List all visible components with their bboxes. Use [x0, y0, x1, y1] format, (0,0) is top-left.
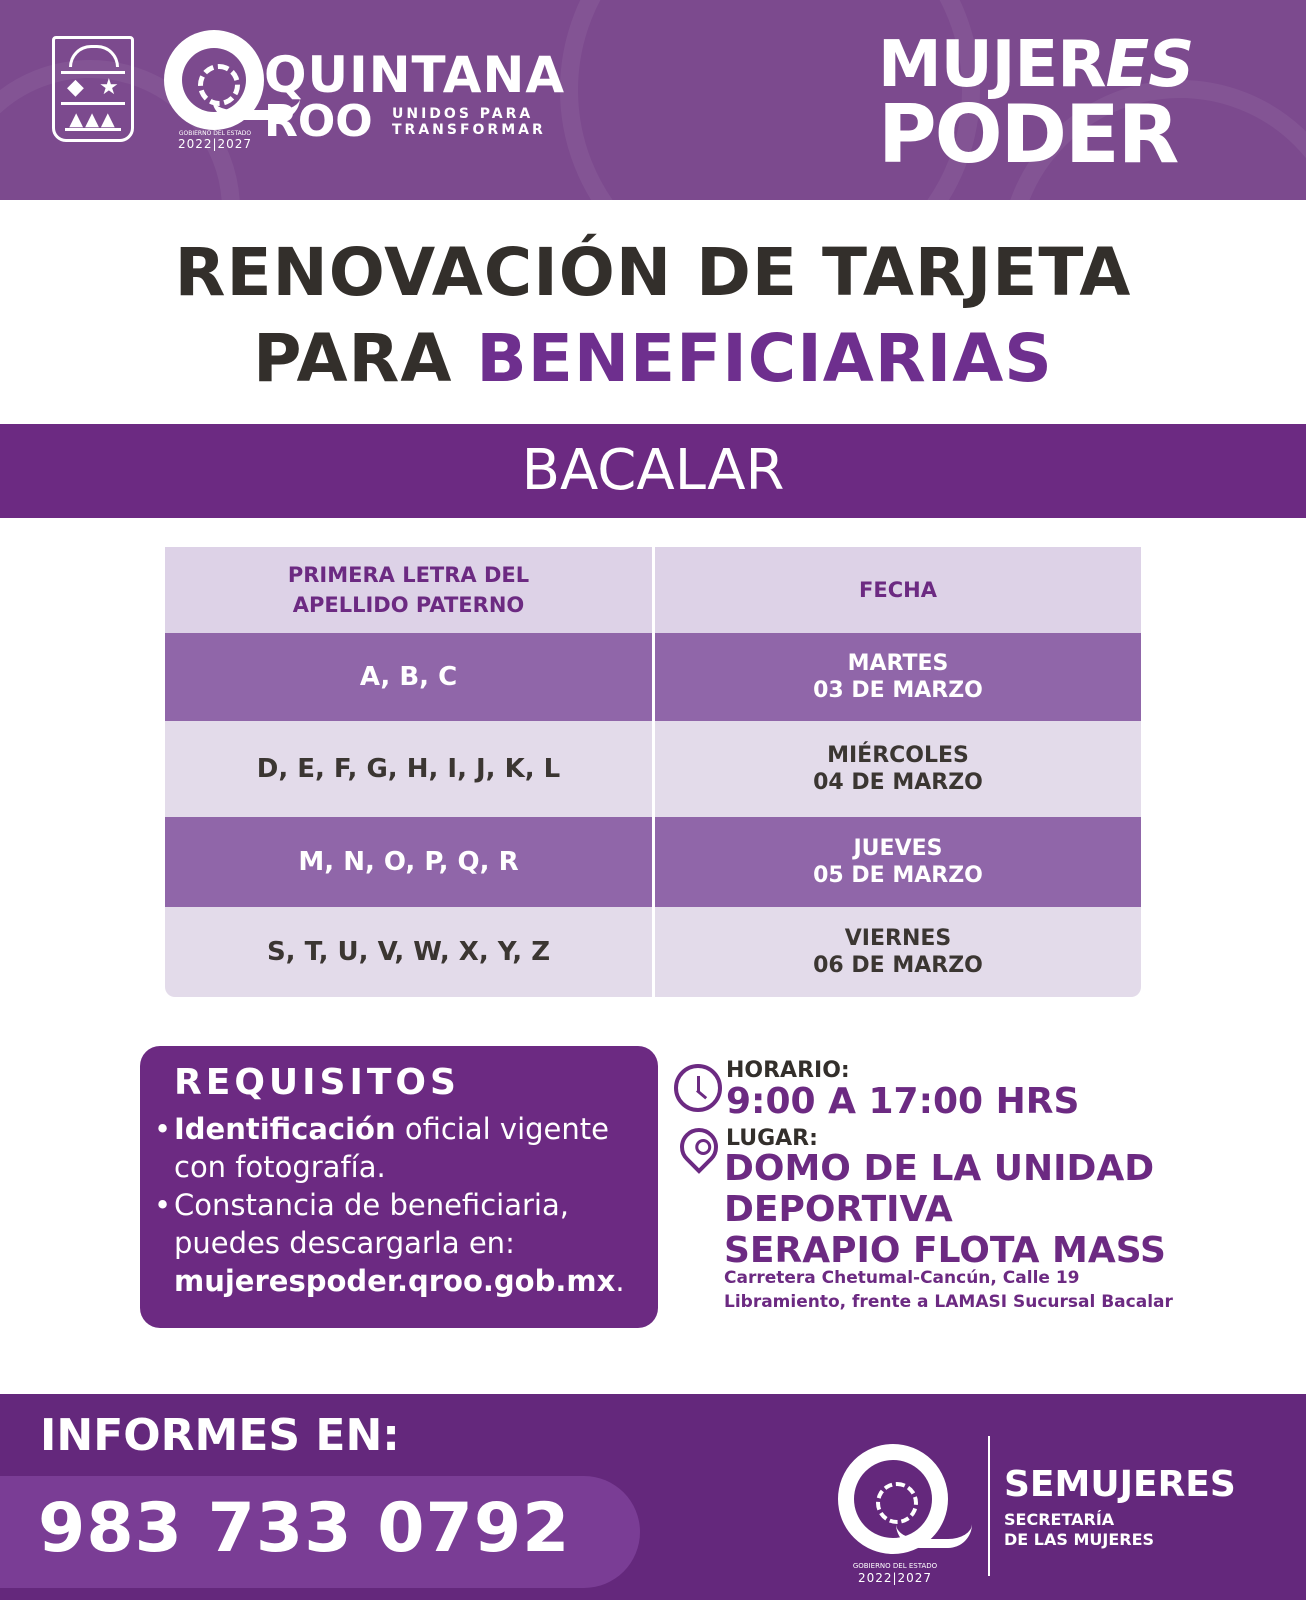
column-divider — [652, 547, 655, 997]
requirements-title: REQUISITOS — [174, 1062, 460, 1103]
list-item: • Identificación oficial vigente con fotografía. — [154, 1110, 650, 1186]
footer-gov: GOBIERNO DEL ESTADO — [852, 1562, 938, 1570]
location-pin-icon — [672, 1120, 726, 1174]
footer-years: 2022|2027 — [857, 1571, 933, 1585]
row-letters: A, B, C — [359, 662, 458, 692]
info-label: INFORMES EN: — [40, 1410, 400, 1461]
header-banner — [0, 0, 1306, 200]
page-title-line1: RENOVACIÓN DE TARJETA — [174, 234, 1132, 311]
row-letters: S, T, U, V, W, X, Y, Z — [266, 937, 551, 967]
agency-subtitle: SECRETARÍA DE LAS MUJERES — [1004, 1510, 1155, 1549]
agency-name: SEMUJERES — [1004, 1464, 1236, 1505]
requirements-box — [140, 1046, 658, 1328]
page-title-line2: PARA BENEFICIARIAS — [253, 320, 1053, 397]
phone-number[interactable]: 983 733 0792 — [38, 1489, 571, 1568]
row-letters: D, E, F, G, H, I, J, K, L — [256, 754, 561, 784]
schedule-hours: 9:00 A 17:00 HRS — [726, 1081, 1080, 1122]
brand-gov: GOBIERNO DEL ESTADO — [178, 130, 252, 137]
clock-icon — [674, 1064, 722, 1112]
row-date: JUEVES 05 DE MARZO — [813, 836, 983, 888]
program-logo-line2: PODER — [878, 88, 1178, 181]
requirements-list — [154, 1110, 650, 1300]
download-link[interactable]: mujerespoder.qroo.gob.mx — [174, 1264, 616, 1298]
row-date: MARTES 03 DE MARZO — [813, 651, 983, 703]
row-letters: M, N, O, P, Q, R — [298, 847, 519, 877]
header-date: FECHA — [859, 578, 937, 602]
location-banner: BACALAR — [0, 424, 1306, 518]
emblem-tail-icon — [896, 1524, 972, 1548]
place-name: DOMO DE LA UNIDAD DEPORTIVA SERAPIO FLOTA MASS — [724, 1148, 1166, 1271]
schedule-table — [165, 547, 1141, 997]
place-address: Carretera Chetumal-Cancún, Calle 19 Libramiento, frente a LAMASI Sucursal Bacalar — [724, 1268, 1173, 1312]
brand-years: 2022|2027 — [177, 137, 253, 151]
brand-roo: ROO — [264, 96, 373, 147]
state-shield-icon: ◆ ★ ▲▲▲ — [52, 36, 134, 142]
program-logo-line1: MUJERES — [878, 28, 1194, 102]
footer-divider — [988, 1436, 990, 1576]
header-letter: PRIMERA LETRA DEL APELLIDO PATERNO — [287, 563, 530, 617]
schedule-label: HORARIO: — [726, 1058, 850, 1083]
row-date: MIÉRCOLES 04 DE MARZO — [813, 743, 983, 795]
footer-banner — [0, 1394, 1306, 1600]
brand-slogan: UNIDOS PARA TRANSFORMAR — [392, 106, 546, 138]
place-label: LUGAR: — [726, 1126, 818, 1151]
row-date: VIERNES 06 DE MARZO — [813, 926, 983, 978]
list-item: • Constancia de beneficiaria, puedes descargarla en: mujerespoder.qroo.gob.mx. — [154, 1186, 650, 1300]
brand-name: QUINTANA — [264, 46, 566, 104]
